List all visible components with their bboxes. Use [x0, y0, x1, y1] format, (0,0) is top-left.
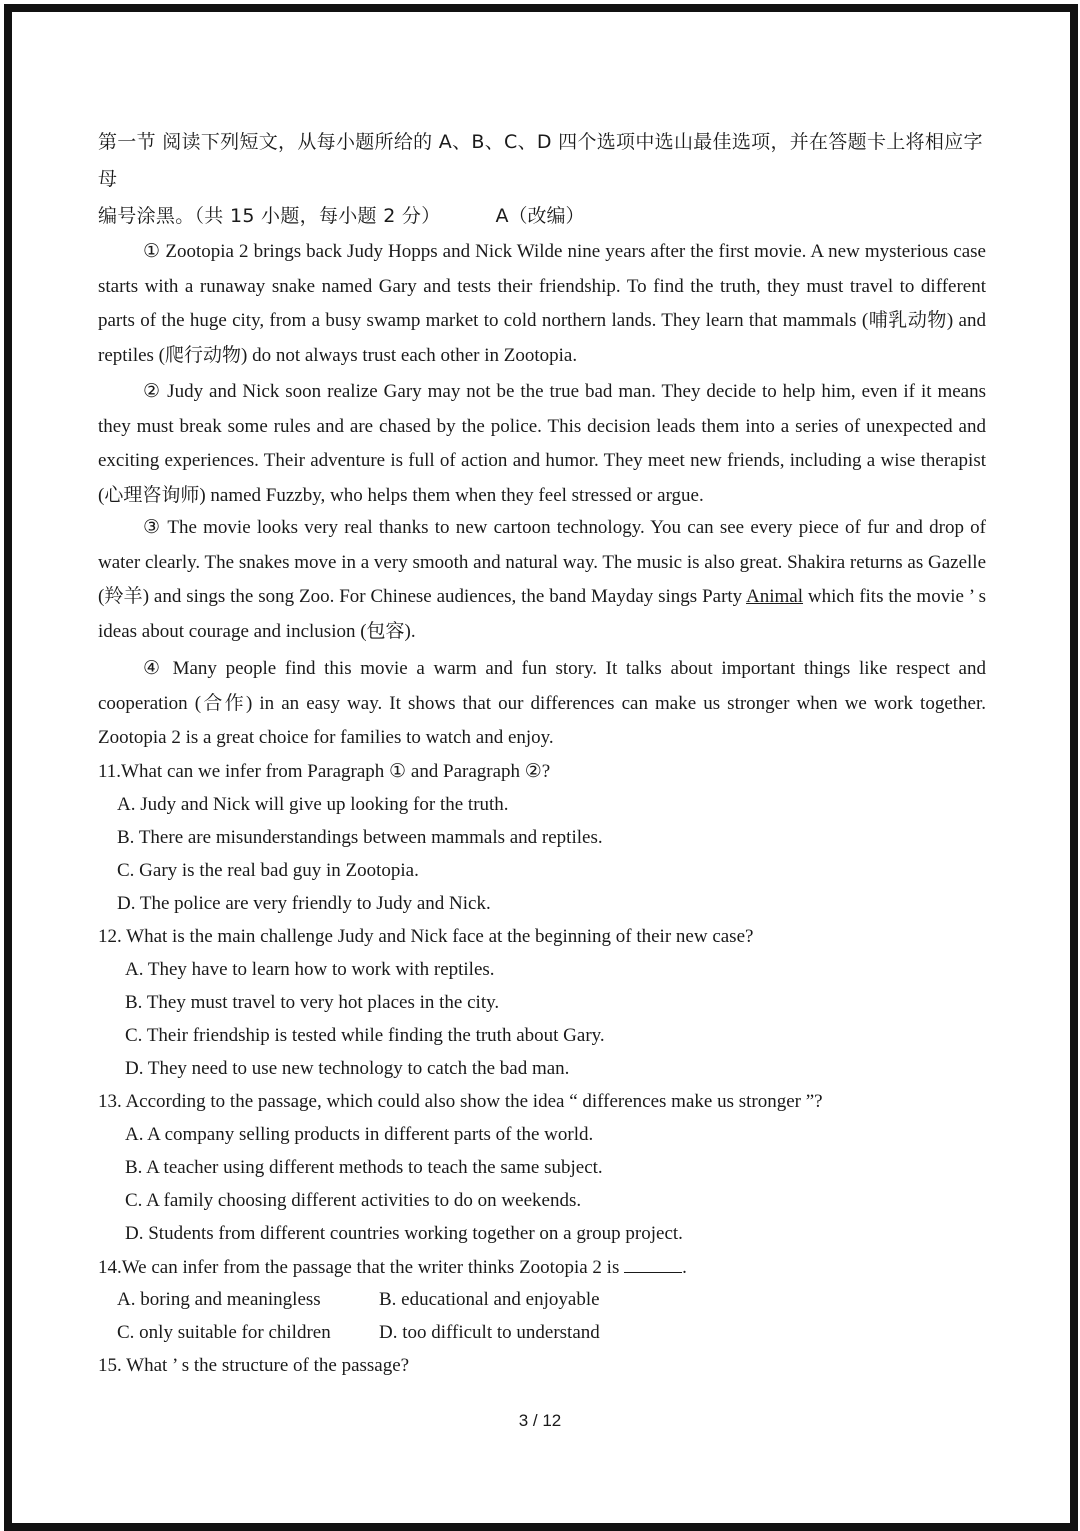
question-14-option-d: D. too difficult to understand — [379, 1322, 600, 1343]
question-13-option-d: D. Students from different countries working together on a group project. — [125, 1223, 683, 1244]
paragraph-1: ① Zootopia 2 brings back Judy Hopps and Nick Wilde nine years after the first movie. A new mysterious case starts with a runaway snake named Gary and tests their friendship. To find the truth, they must travel to different parts of the huge city, from a busy swamp market to cold northern lands. They learn that mammals (哺乳动物) and reptiles (爬行动物) do not always trust each other in Zootopia. — [98, 241, 986, 366]
passage-title: A（改编） — [495, 205, 585, 227]
question-12-option-b: B. They must travel to very hot places in the city. — [125, 992, 500, 1013]
question-13-option-b: B. A teacher using different methods to teach the same subject. — [125, 1157, 603, 1178]
question-13-option-a: A. A company selling products in different parts of the world. — [125, 1124, 594, 1145]
question-11-stem: 11.What can we infer from Paragraph ① and Paragraph ②? — [98, 761, 551, 782]
paragraph-3-text-a: ③ The movie looks very real thanks to new cartoon technology. You can see every piece of fur and drop of water clearly. The snakes move in a very smooth and natural way. The music is also great. Shakira returns as Gazelle (羚羊) and sings the song Zoo. For Chinese audiences, the band Mayday sings Party — [98, 517, 986, 607]
question-11-option-a: A. Judy and Nick will give up looking for the truth. — [117, 794, 509, 815]
paragraph-3 — [98, 511, 986, 649]
question-12-option-d: D. They need to use new technology to catch the bad man. — [125, 1058, 570, 1079]
question-14-option-a: A. boring and meaningless — [117, 1289, 321, 1310]
question-14-stem — [98, 1254, 687, 1281]
paragraph-4: ④ Many people find this movie a warm and fun story. It talks about important things like respect and cooperation (合作) in an easy way. It shows that our differences can make us stronger when we work together. Zootopia 2 is a great choice for families to watch and enjoy. — [98, 658, 986, 748]
paragraph-2: ② Judy and Nick soon realize Gary may not be the true bad man. They decide to help him, even if it means they must break some rules and are chased by the police. This decision leads them into a series of unexpected and exciting experiences. Their adventure is full of action and humor. They meet new friends, including a wise therapist (心理咨询师) named Fuzzby, who helps them when they feel stressed or argue. — [98, 381, 986, 506]
question-12-option-a: A. They have to learn how to work with reptiles. — [125, 959, 495, 980]
page-number: 3 / 12 — [518, 1411, 562, 1430]
instruction-line-2: 编号涂黑。（共 15 小题，每小题 2 分） — [98, 205, 441, 227]
underlined-word-animal: Animal — [746, 586, 804, 607]
question-13-option-c: C. A family choosing different activities to do on weekends. — [125, 1190, 582, 1211]
question-14-stem-text: 14.We can infer from the passage that the writer thinks Zootopia 2 is — [98, 1257, 625, 1278]
question-15-stem: 15. What ’ s the structure of the passage? — [98, 1355, 410, 1376]
question-14-option-b: B. educational and enjoyable — [379, 1289, 600, 1310]
instruction-line-1: 第一节 阅读下列短文，从每小题所给的 A、B、C、D 四个选项中选山最佳选项，并在答题卡上将相应字母 — [98, 131, 983, 190]
question-14-option-c: C. only suitable for children — [117, 1322, 331, 1343]
question-12-stem: 12. What is the main challenge Judy and Nick face at the beginning of their new case? — [98, 926, 754, 947]
question-13-stem: 13. According to the passage, which could also show the idea “ differences make us stronger ”? — [98, 1091, 823, 1112]
question-11-option-b: B. There are misunderstandings between mammals and reptiles. — [117, 827, 603, 848]
answer-blank — [624, 1254, 682, 1273]
question-14-stem-end: . — [682, 1257, 687, 1278]
question-11-option-d: D. The police are very friendly to Judy and Nick. — [117, 893, 491, 914]
question-11-option-c: C. Gary is the real bad guy in Zootopia. — [117, 860, 419, 881]
paragraph-3-text-b: which fits the movie ’ s ideas about courage and inclusion (包容). — [98, 586, 986, 642]
question-12-option-c: C. Their friendship is tested while finding the truth about Gary. — [125, 1025, 605, 1046]
